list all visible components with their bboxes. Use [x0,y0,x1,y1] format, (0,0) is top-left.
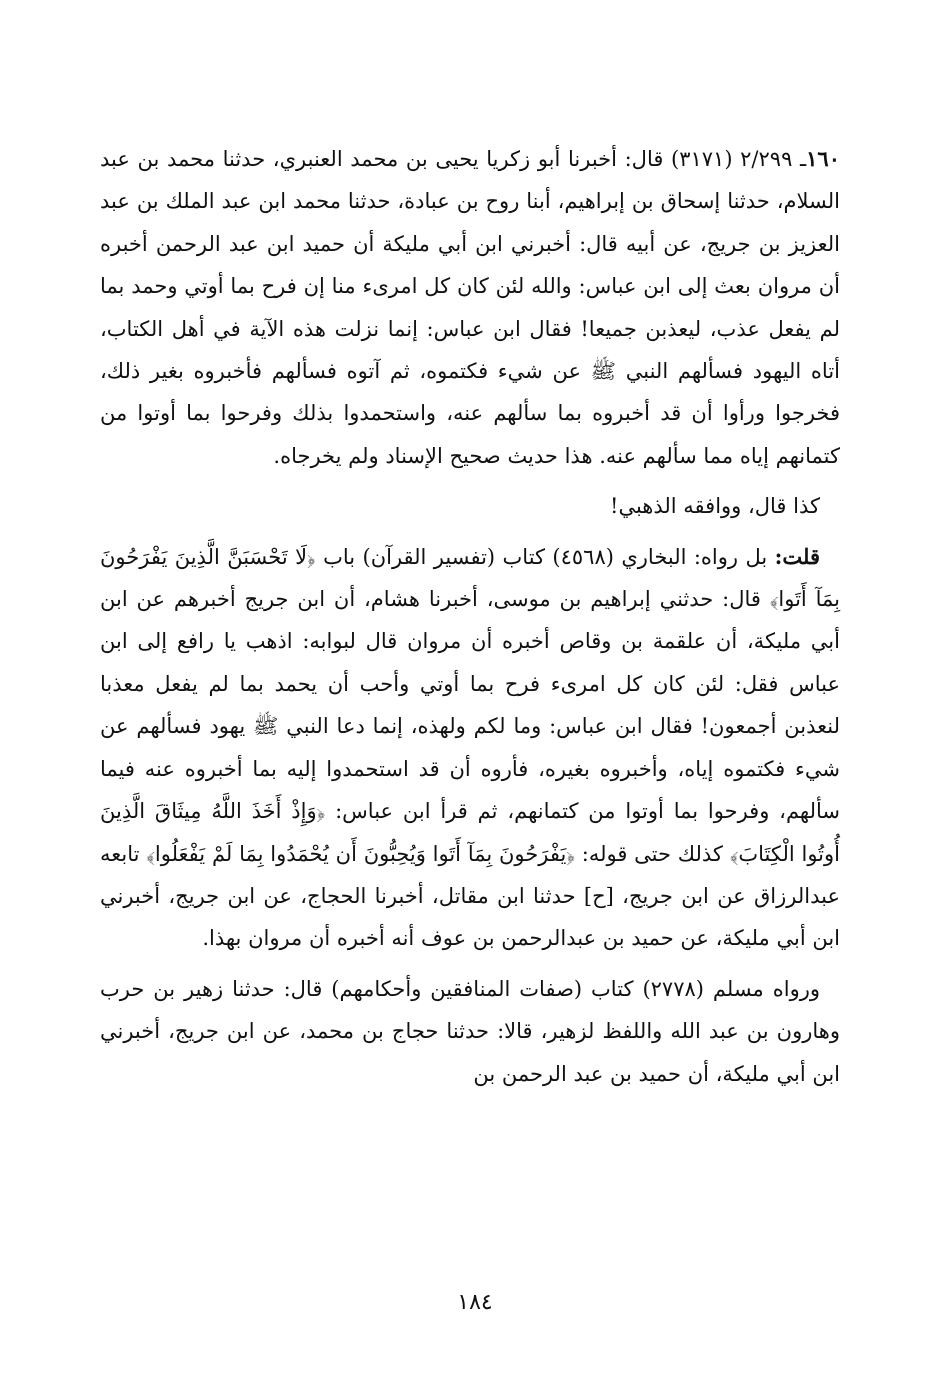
hadith-text: ـ ٢/٢٩٩ (٣١٧١) قال: أخبرنا أبو زكريا يحيى بن محمد العنبري، حدثنا محمد بن عبد السلام، حدثنا إسحاق بن إبراهيم، أبنا روح بن عبادة، حدثنا محمد ابن عبد الملك بن عبد العزيز بن جريج، عن أبيه قال: أخبرني ابن أبي مليكة أن حميد ابن عبد الرحمن أخبره أن مروان بعث إلى ابن عباس: والله لئن كان كل امرىء منا إن فرح بما أوتي وحمد بما لم يفعل عذب، ليعذبن جميعا! فقال ابن عباس: إنما نزلت هذه الآية في أهل الكتاب، أتاه اليهود فسألهم النبي ﷺ عن شيء فكتموه، ثم آتوه فسألهم فأخبروه بغير ذلك، فخرجوا ورأوا أن قد أخبروه بما سألهم عنه، واستحمدوا بذلك وفرحوا بما أوتوا من كتمانهم إياه مما سألهم عنه. هذا حديث صحيح الإسناد ولم يخرجاه. [100,147,840,468]
hadith-number: ١٦٠ [806,146,840,171]
muslim-paragraph: ورواه مسلم (٢٧٧٨) كتاب (صفات المنافقين وأحكامهم) قال: حدثنا زهير بن حرب وهارون بن عبد الله واللفظ لزهير، قالا: حدثنا حجاج بن محمد، عن ابن جريج، أخبرني ابن أبي مليكة، أن حميد بن عبد الرحمن بن [100,976,840,1086]
qult-paragraph [100,536,840,960]
comment-paragraph: كذا قال، ووافقه الذهبي! [610,494,820,519]
page-number: ١٨٤ [457,1290,493,1315]
hadith-paragraph [100,138,840,477]
qult-text: بل رواه: البخاري (٤٥٦٨) كتاب (تفسير القرآن) باب ﴿لَا تَحْسَبَنَّ الَّذِينَ يَفْرَحُونَ بِمَآ أَتَوا﴾ قال: حدثني إبراهيم بن موسى، أخبرنا هشام، أن ابن جريج أخبرهم عن ابن أبي مليكة، أن علقمة بن وقاص أخبره أن مروان قال لبوابه: اذهب يا رافع إلى ابن عباس فقل: لئن كان كل امرىء فرح بما أوتي وأحب أن يحمد بما لم يفعل معذبا لنعذبن أجمعون! فقال ابن عباس: وما لكم ولهذه، إنما دعا النبي ﷺ يهود فسألهم عن شيء فكتموه إياه، وأخبروه بغيره، فأروه أن قد استحمدوا إليه بما أخبروه عنه فيما سألهم، وفرحوا بما أوتوا من كتمانهم، ثم قرأ ابن عباس: ﴿وَإِذْ أَخَذَ اللَّهُ مِيثَاقَ الَّذِينَ أُوتُوا الْكِتَابَ﴾ كذلك حتى قوله: ﴿يَفْرَحُونَ بِمَآ أَتَوا وَيُحِبُّونَ أَن يُحْمَدُوا بِمَا لَمْ يَفْعَلُوا﴾ تابعه عبدالرزاق عن ابن جريج، [ح] حدثنا ابن مقاتل، أخبرنا الحجاج، عن ابن جريج، أخبرني ابن أبي مليكة، عن حميد بن عبدالرحمن بن عوف أنه أخبره أن مروان بهذا. [100,544,840,951]
qult-label: قلت: [774,543,820,569]
page-body [100,138,840,1095]
